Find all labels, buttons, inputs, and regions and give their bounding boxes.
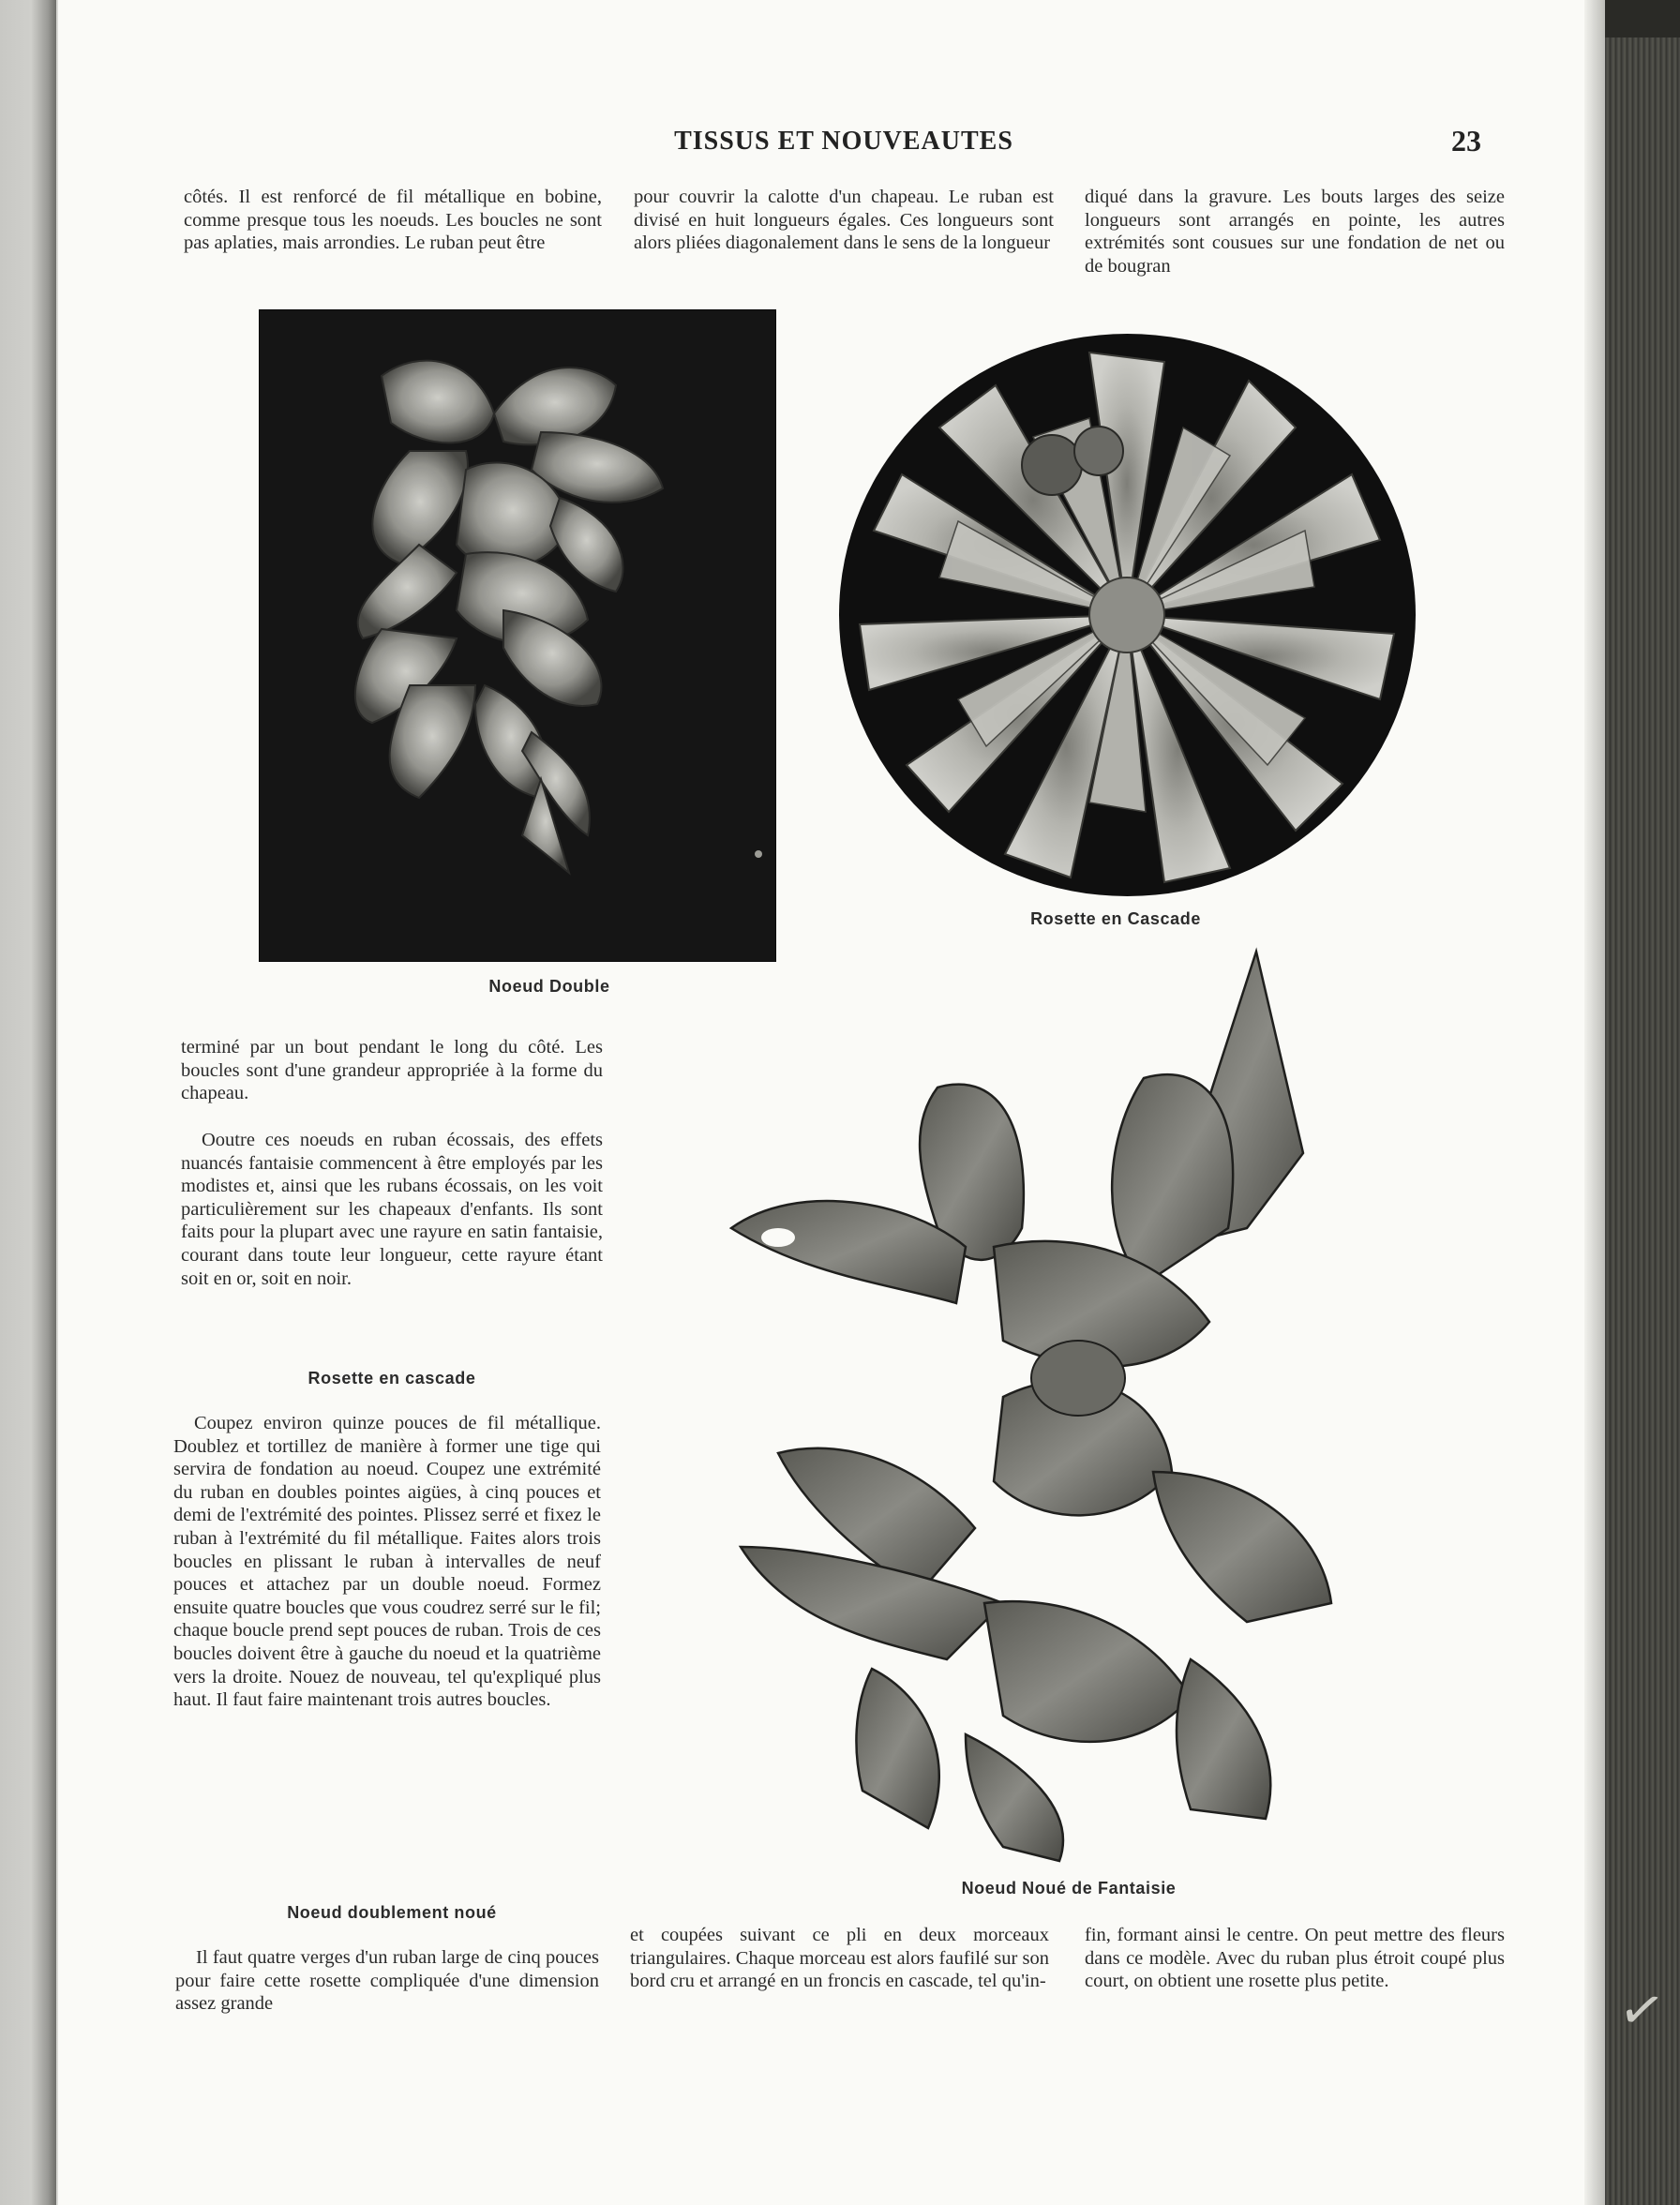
noeud-noue-fantaisie-caption: Noeud Noué de Fantaisie (961, 1879, 1177, 1898)
page-number: 23 (1451, 124, 1481, 158)
left-paragraph-4: Il faut quatre verges d'un ruban large de cinq pouces pour faire cette rosette compliquée d'une dimension assez grande (175, 1947, 599, 2015)
noeud-double-photo (259, 309, 776, 962)
top-column-3: diqué dans la gravure. Les bouts larges des seize longueurs sont arrangés en pointe, les autres extrémités sont cousues sur une fondation de net ou de bougran (1085, 187, 1505, 277)
book-edge-top (1605, 0, 1680, 38)
book-gutter (0, 0, 56, 2205)
bottom-column-2: et coupées suivant ce pli en deux morceaux triangulaires. Chaque morceau est alors faufilé sur son bord cru et arrangé en un froncis en cascade, tel qu'in- (630, 1925, 1049, 1992)
left-paragraph-1: terminé par un bout pendant le long du côté. Les boucles sont d'une grandeur appropriée à la forme du chapeau. (181, 1037, 603, 1104)
bottom-column-3: fin, formant ainsi le centre. On peut mettre des fleurs dans ce modèle. Avec du ruban plus étroit coupé plus court, on obtient une rosette plus petite. (1085, 1925, 1505, 1992)
running-title: TISSUS ET NOUVEAUTES (674, 127, 1013, 156)
noeud-noue-fantaisie-photo (722, 947, 1359, 1866)
top-column-2: pour couvrir la calotte d'un chapeau. Le ruban est divisé en huit longueurs égales. Ces longueurs sont alors pliées diagonalement dans le sens de la longueur (634, 187, 1054, 254)
left-paragraph-3: Coupez environ quinze pouces de fil métallique. Doublez et tortillez de manière à former une tige qui servira de fondation au noeud. Coupez une extrémité du ruban en doubles pointes aigües, à cinq pouces et demi de l'extrémité des pointes. Plissez serré et fixez le ruban à l'extrémité du fil métallique. Faites alors trois boucles en plissant le ruban à intervalles de neuf pouces et attachez par un double noeud. Formez ensuite quatre boucles que vous coudrez serré sur le fil; chaque boucle prend sept pouces de ruban. Trois de ces boucles doivent être à gauche du noeud et la quatrième vers la droite. Nouez de nouveau, tel qu'expliqué plus haut. Il faut faire maintenant trois autres boucles. (173, 1413, 601, 1711)
rosette-cascade-caption: Rosette en Cascade (1030, 909, 1201, 928)
pencil-check-mark-icon: ✓ (1613, 1974, 1671, 2046)
noeud-double-caption: Noeud Double (488, 977, 610, 996)
rosette-cascade-photo (839, 334, 1416, 896)
book-page-stack (1605, 38, 1680, 2205)
section-heading-rosette: Rosette en cascade (308, 1369, 476, 1388)
top-column-1: côtés. Il est renforcé de fil métallique en bobine, comme presque tous les noeuds. Les boucles ne sont pas aplaties, mais arrondies. Le ruban peut être (184, 187, 602, 254)
left-paragraph-2: Ooutre ces noeuds en ruban écossais, des effets nuancés fantaisie commencent à être employés par les modistes et, ainsi que les rubans écossais, on les voit particulièrement sur les chapeaux d'enfants. Ils sont faits pour la plupart avec une rayure en satin fantaisie, courant dans toute leur longueur, cette rayure étant soit en or, soit en noir. (181, 1130, 603, 1289)
section-heading-noeud: Noeud doublement noué (287, 1903, 497, 1922)
page-edge-shadow (1584, 0, 1605, 2205)
